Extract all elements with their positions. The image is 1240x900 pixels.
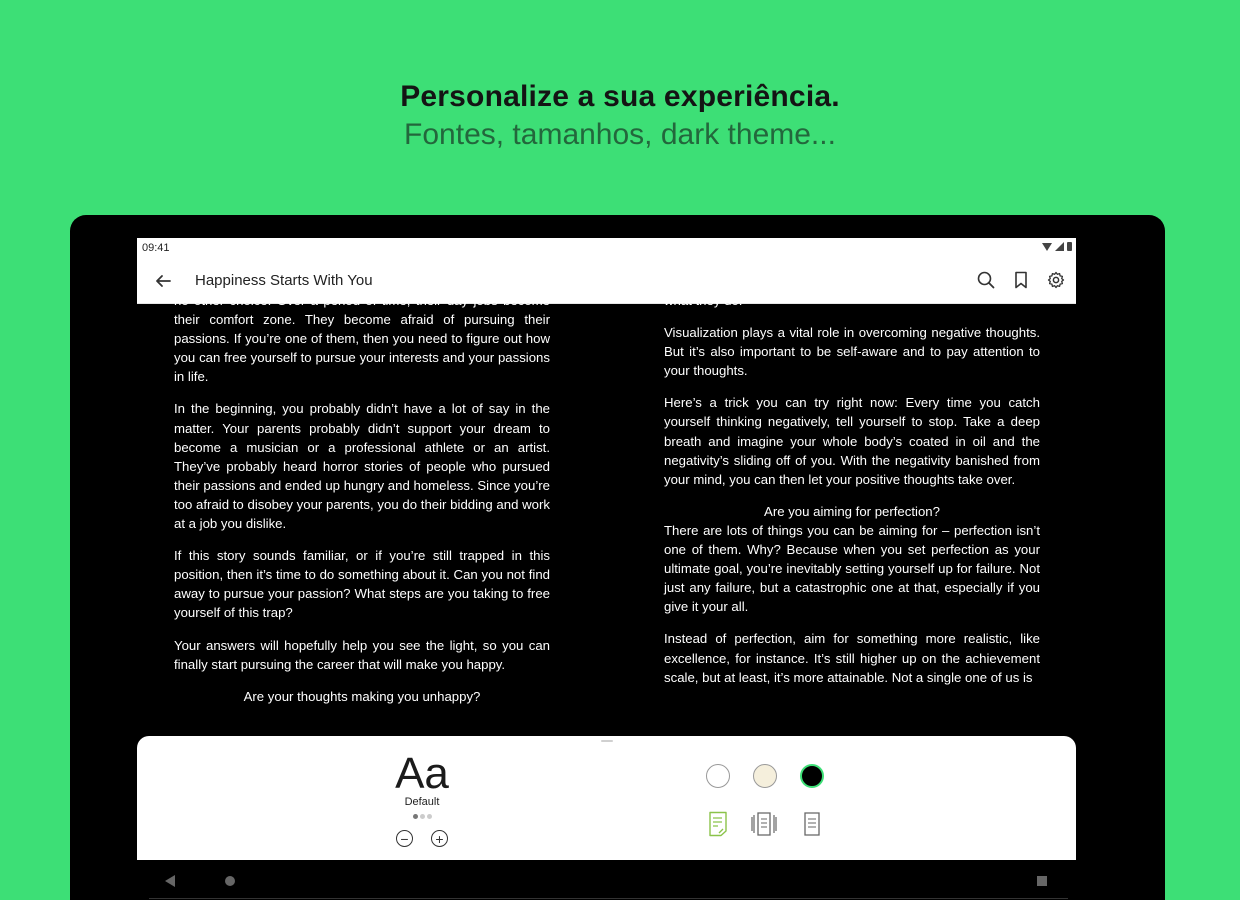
- paragraph: Your answers will hopefully help you see the light, so you can finally start pursuing the career that will make you happy.: [174, 637, 550, 672]
- layout-two-page-button[interactable]: [750, 810, 778, 838]
- layout-scroll-button[interactable]: [704, 810, 732, 838]
- left-page: [174, 291, 550, 706]
- single-page-icon: [803, 811, 821, 837]
- paragraph: no other choice. Over a period of time, their day jobs become their comfort zone. They become afraid of pursuing their passions. If you’re one of them, then you need to figure out how you can free yourself to pursue your interests and your passions in life.: [174, 293, 550, 385]
- drag-handle[interactable]: [601, 740, 613, 742]
- bookmark-button[interactable]: [1009, 268, 1033, 292]
- system-nav-bar: [137, 860, 1076, 900]
- nav-divider: [149, 898, 1068, 899]
- back-button[interactable]: [151, 269, 175, 293]
- signal-icon: [1055, 242, 1064, 251]
- theme-black-swatch[interactable]: [800, 764, 824, 788]
- theme-sepia-swatch[interactable]: [753, 764, 777, 788]
- plus-circle-icon: +: [435, 830, 444, 847]
- scroll-page-icon: [708, 811, 728, 837]
- paragraph: Visualization plays a vital role in overcoming negative thoughts. But it’s also important to be self-aware and to pay attention to your thoughts.: [664, 325, 1040, 379]
- paragraph: Here’s a trick you can try right now: Every time you catch yourself thinking negatively, tell yourself to stop. Take a deep breath and imagine your whole body’s coated in oil and the negativity’s sliding off of you. With the negativity banished from your mind, you can then let your positive thoughts take over.: [664, 395, 1040, 487]
- gear-icon: [1047, 271, 1065, 289]
- subheading: Are your thoughts making you unhappy?: [243, 688, 481, 704]
- font-sample[interactable]: Aa: [395, 749, 449, 798]
- reader-screen: [137, 238, 1076, 900]
- two-page-icon: [750, 811, 778, 837]
- page-dot: [420, 814, 425, 819]
- theme-white-swatch[interactable]: [706, 764, 730, 788]
- promo-subtitle: Fontes, tamanhos, dark theme...: [404, 118, 836, 151]
- status-bar: [137, 238, 1076, 258]
- page-dot: [427, 814, 432, 819]
- paragraph: what they do.: [664, 293, 743, 308]
- increase-font-button[interactable]: [431, 830, 448, 847]
- font-page-indicator: [413, 814, 432, 819]
- paragraph: Instead of perfection, aim for something more realistic, like excellence, for instance. It’s still higher up on the achievement scale, but at least, it’s more attainable. Not a single one of us is: [664, 631, 1040, 685]
- search-icon: [977, 271, 995, 289]
- minus-circle-icon: −: [400, 830, 409, 847]
- promo-header: [0, 80, 1240, 152]
- search-button[interactable]: [974, 268, 998, 292]
- nav-recents-icon[interactable]: [1037, 876, 1047, 886]
- promo-title: Personalize a sua experiência.: [400, 80, 840, 113]
- battery-icon: [1067, 242, 1072, 251]
- app-bar-actions: [974, 268, 1068, 292]
- paragraph: There are lots of things you can be aiming for – perfection isn’t one of them. Why? Because when you set perfection as your ultimate goal, you’re inevitably setting yourself up for failure. Not just any failure, but a catastrophic one at that, especially if you give it your all.: [664, 522, 1040, 615]
- settings-button[interactable]: [1044, 268, 1068, 292]
- nav-home-icon[interactable]: [225, 876, 235, 886]
- font-name: Default: [404, 796, 440, 808]
- book-title: Happiness Starts With You: [195, 272, 373, 289]
- status-time: 09:41: [142, 242, 170, 254]
- reading-settings-panel: [137, 736, 1076, 860]
- layout-single-page-button[interactable]: [798, 810, 826, 838]
- back-arrow-icon: [155, 273, 171, 289]
- paragraph: If this story sounds familiar, or if you’re still trapped in this position, then it’s time to do something about it. Can you not find away to pursue your passion? What steps are you taking to free yourself of this trap?: [174, 548, 550, 621]
- right-page: [664, 291, 1040, 700]
- status-icons: [1042, 242, 1072, 251]
- nav-back-icon[interactable]: [165, 875, 175, 887]
- page-dot: [413, 814, 418, 819]
- wifi-icon: [1042, 243, 1052, 251]
- bookmark-icon: [1014, 271, 1028, 289]
- subheading: Are you aiming for perfection?: [764, 503, 940, 519]
- decrease-font-button[interactable]: [396, 830, 413, 847]
- paragraph: In the beginning, you probably didn’t have a lot of say in the matter. Your parents probably didn’t support your dream to become a musician or a professional athlete or an artist. They’ve probably heard horror stories of people who pursued their passions and ended up hungry and homeless. Since you’re too afraid to disobey your parents, you do their bidding and work at a job you dislike.: [174, 401, 550, 532]
